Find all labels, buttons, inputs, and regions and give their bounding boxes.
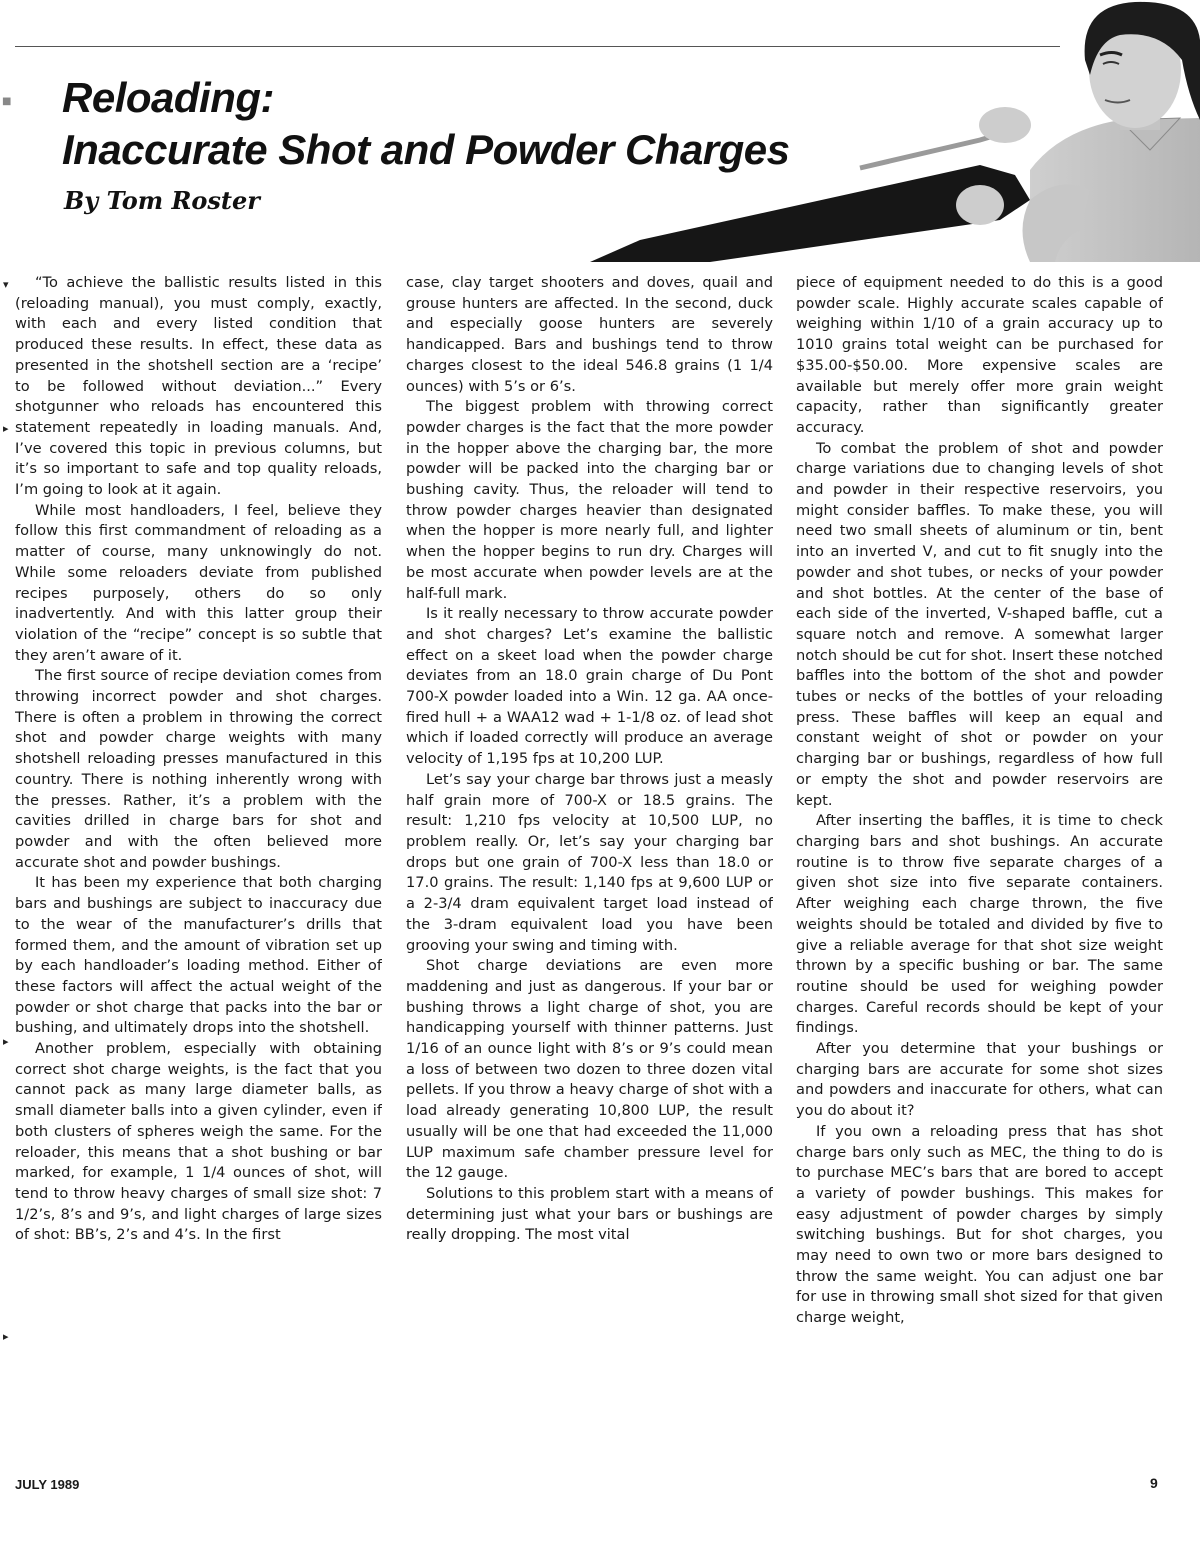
article-column-2 bbox=[406, 273, 773, 1463]
paragraph: If you own a reloading press that has shot charge bars only such as MEC, the thing to do is to purchase MEC’s bars that are bored to accept a variety of powder bushings. This makes for easy adjustment of powder charges by simply switching bushings. But for shot charges, you may need to own two or more bars designed to throw the same weight. You can adjust one bar for use in throwing small shot sized for that given charge weight, bbox=[796, 1122, 1163, 1327]
article-column-1 bbox=[15, 273, 382, 1463]
paragraph: “To achieve the ballistic results listed in this (reloading manual), you must comply, exactly, with each and every listed condition that produced these results. In effect, these data as presented in the shotshell section are a ‘recipe’ to be followed without deviation...” Every shotgunner who reloads has encountered this statement repeatedly in loading manuals. And, I’ve covered this topic in previous columns, but it’s so important to safe and top quality reloads, I’m going to look at it again. bbox=[15, 274, 382, 499]
paragraph: Is it really necessary to throw accurate powder and shot charges? Let’s examine the ballistic effect on a skeet load when the powder charge deviates from an 18.0 grain charge of Du Pont 700-X powder loaded into a Win. 12 ga. AA once-fired hull + a WAA12 wad + 1-1/8 oz. of lead shot which if loaded correctly will produce an average velocity of 1,195 fps at 10,200 LUP. bbox=[406, 605, 773, 768]
paragraph: case, clay target shooters and doves, quail and grouse hunters are affected. In the second, duck and especially goose hunters are severely handicapped. Bars and bushings tend to throw charges closest to the ideal 546.8 grains (1 1/4 ounces) with 5’s or 6’s. bbox=[406, 274, 773, 395]
paragraph: The first source of recipe deviation comes from throwing incorrect powder and shot charges. There is often a problem in throwing the correct shot and powder charge weights with many shotshell reloading presses manufactured in this country. There is nothing inherently wrong with the presses. Rather, it’s a problem with the cavities drilled in charge bars for shot and powder and with the often believed more accurate shot and powder bushings. bbox=[15, 667, 382, 871]
margin-mark: ■ bbox=[2, 96, 12, 107]
paragraph: Shot charge deviations are even more maddening and just as dangerous. If your bar or bushing throws a light charge of shot, you are handicapping yourself with thinner patterns. Just 1/16 of an ounce light with 8’s or 9’s could mean a loss of between two dozen to three dozen vital pellets. If you throw a heavy charge of shot with a load already generating 10,800 LUP, the result usually will be one that had exceeded the 11,000 LUP maximum safe chamber pressure level for the 12 gauge. bbox=[406, 957, 773, 1182]
author-photo bbox=[560, 0, 1200, 262]
margin-mark: ▸ bbox=[3, 1035, 9, 1048]
paragraph: After you determine that your bushings or charging bars are accurate for some shot sizes and powders and inaccurate for others, what can you do about it? bbox=[796, 1040, 1163, 1120]
hand-lower bbox=[956, 185, 1004, 225]
paragraph: Solutions to this problem start with a means of determining just what your bars or bushings are really dropping. The most vital bbox=[406, 1184, 773, 1244]
page-number: 9 bbox=[1150, 1475, 1158, 1491]
paragraph: Another problem, especially with obtaining correct shot charge weights, is the fact that you cannot pack as many large diameter balls, as small diameter balls into a given cylinder, even if both clusters of spheres weigh the same. For the reloader, this means that a shot bushing or bar marked, for example, 1 1/4 ounces of shot, will tend to throw heavy charges of small size shot: 7 1/2’s, 8’s and 9’s, and light charges of large sizes of shot: BB’s, 2’s and 4’s. In the first bbox=[15, 1040, 382, 1244]
paragraph: Let’s say your charge bar throws just a measly half grain more of 700-X or 18.5 grains. The result: 1,210 fps velocity at 10,500 LUP, no problem really. Or, let’s say your charging bar drops but one grain of 700-X less than 18.0 or 17.0 grains. The result: 1,140 fps at 9,600 LUP or a 2-3/4 dram equivalent target load instead of the 3-dram equivalent load you have been grooving your swing and timing with. bbox=[406, 770, 773, 954]
byline: By Tom Roster bbox=[64, 186, 260, 215]
margin-mark: ▾ bbox=[3, 278, 9, 291]
title-line-2: Inaccurate Shot and Powder Charges bbox=[62, 126, 790, 173]
footer-date: JULY 1989 bbox=[15, 1477, 80, 1492]
hand-upper bbox=[979, 107, 1031, 143]
paragraph: piece of equipment needed to do this is a good powder scale. Highly accurate scales capable of weighing within 1/10 of a grain accuracy up to 1010 grains total weight can be purchased for $35.00-$50.00. More expensive scales are available but merely offer more grain weight capacity, rather than significantly greater accuracy. bbox=[796, 274, 1163, 436]
margin-mark: ▸ bbox=[3, 1330, 9, 1343]
paragraph: It has been my experience that both charging bars and bushings are subject to inaccuracy due to the wear of the manufacturer’s drills that formed them, and the amount of vibration set up by each handloader’s loading method. Either of these factors will affect the actual weight of the powder or shot charge that packs into the bar or bushing, and ultimately drops into the shotshell. bbox=[15, 874, 382, 1037]
paragraph: While most handloaders, I feel, believe they follow this first commandment of reloading as a matter of course, many unknowingly do not. While some reloaders deviate from published recipes purposely, others do so only inadvertently. And with this latter group their violation of the “recipe” concept is so subtle that they aren’t aware of it. bbox=[15, 501, 382, 664]
paragraph: The biggest problem with throwing correct powder charges is the fact that the more powder in the hopper above the charging bar, the more powder will be packed into the charging bar or bushing cavity. Thus, the reloader will tend to throw powder charges heavier than designated when the hopper is more nearly full, and lighter when the hopper begins to run dry. Charges will be most accurate when powder levels are at the half-full mark. bbox=[406, 398, 773, 602]
article-column-3 bbox=[796, 273, 1163, 1463]
margin-mark: ▸ bbox=[3, 422, 9, 435]
paragraph: After inserting the baffles, it is time to check charging bars and shot bushings. An accurate routine is to throw five separate charges of a given shot size into five separate containers. After weighing each charge thrown, the five weights should be totaled and divided by five to give a reliable average for that shot size weight thrown by a specific bushing or bar. The same routine should be used for weighing powder charges. Careful records should be kept of your findings. bbox=[796, 812, 1163, 1037]
paragraph: To combat the problem of shot and powder charge variations due to changing levels of shot and powder in their respective reservoirs, you might consider baffles. To make these, you will need two small sheets of aluminum or tin, bent into an inverted V, and cut to fit snugly into the powder and shot tubes, or necks of your powder and shot bottles. At the center of the base of each side of the inverted, V-shaped baffle, cut a square notch and remove. A somewhat larger notch should be cut for shot. Insert these notched baffles into the bottom of the shot and powder tubes or necks of the bottles of your reloading press. These baffles will keep an equal and constant weight of shot or powder on your charging bar or bushings, regardless of how full or empty the shot and powder reservoirs are kept. bbox=[796, 439, 1163, 809]
title-line-1: Reloading: bbox=[62, 74, 274, 121]
